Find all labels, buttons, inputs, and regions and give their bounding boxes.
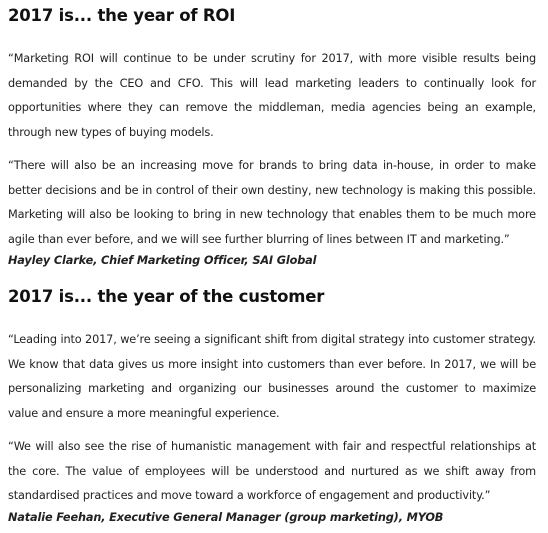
quote-paragraph: “There will also be an increasing move for brands to bring data in-house, in order to make better decisions and be in control of their own destiny, new technology is making this possible. Marketing will also be looking to bring in new technology that enables them to be much more agile than ever before, and we will see further blurring of lines between IT and marketing.” (8, 159, 536, 246)
quote-paragraph: “Marketing ROI will continue to be under scrutiny for 2017, with more visible results being demanded by the CEO and CFO. This will lead marketing leaders to continually look for opportunities where they can remove the middleman, media agencies being an example, through new types of buying models. (8, 52, 536, 139)
quote-paragraph: “Leading into 2017, we’re seeing a significant shift from digital strategy into customer strategy. We know that data gives us more insight into customers than ever before. In 2017, we will be personalizing marketing and organizing our businesses around the customer to maximize value and ensure a more meaningful experience. (8, 333, 536, 420)
section-year-of-roi (8, 6, 536, 269)
quote-attribution: Natalie Feehan, Executive General Manager (group marketing), MYOB (8, 510, 444, 524)
section-heading: 2017 is... the year of the customer (8, 287, 325, 306)
section-heading: 2017 is... the year of ROI (8, 6, 236, 25)
quote-paragraph: “We will also see the rise of humanistic management with fair and respectful relationships at the core. The value of employees will be understood and nurtured as we shift away from standardised practices and move toward a workforce of engagement and productivity.” (8, 440, 536, 502)
section-year-of-customer (8, 287, 536, 526)
quote-attribution: Hayley Clarke, Chief Marketing Officer, SAI Global (8, 254, 317, 267)
